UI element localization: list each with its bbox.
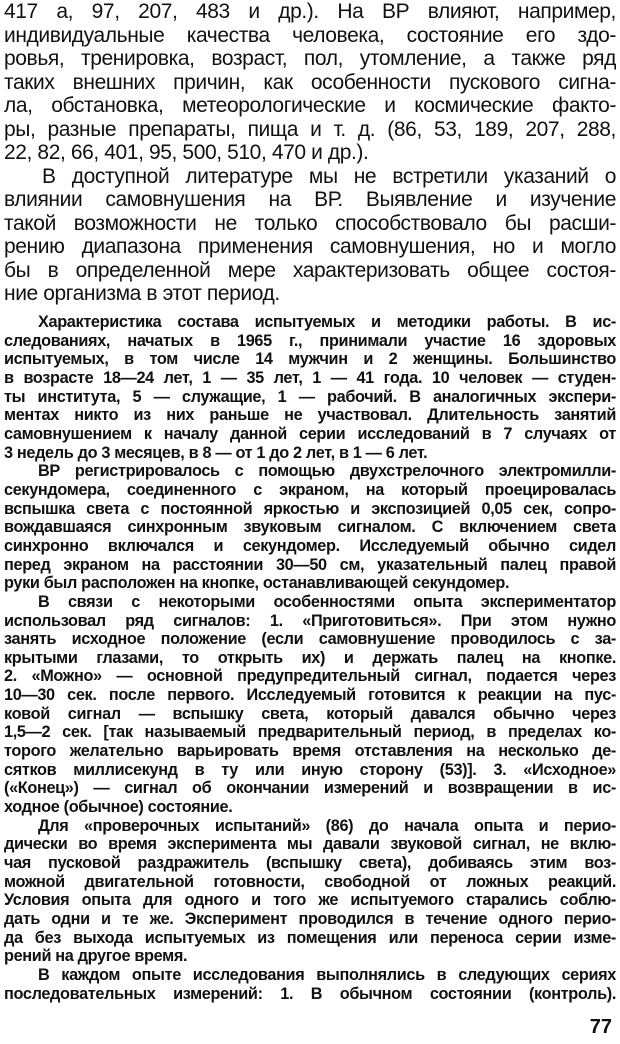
text-line: ходное (обычное) состояние. [4,798,233,817]
paragraph-subjects [4,313,616,462]
text-line: секундомера, соединенного с экраном, на который проецировалась [4,480,616,499]
text-line: вождавшаяся синхронным звуковым сигналом. С включением света [4,518,616,537]
text-line: В связи с некоторыми особенностями опыта экспериментатор [38,592,616,611]
text-line: дически во время эксперимента мы давали звуковой сигнал, не вклю- [4,835,616,854]
text-line: 10—30 сек. после первого. Исследуемый готовится к реакции на пус- [4,686,616,705]
text-line: синхронно включался и секундомер. Исследуемый обычно сидел [4,536,616,555]
paragraph-literature [4,165,616,306]
text-line: сятков миллисекунд в ту или иную сторону (53)]. 3. «Исходное» [4,760,616,779]
text-line: Условия опыта для одного и того же испытуемого старались соблю- [4,891,616,910]
text-line: В каждом опыте исследования выполнялись в следующих сериях [38,965,616,984]
text-line: таких внешних причин, как особенности пускового сигна- [4,70,616,94]
text-line: использовал ряд сигналов: 1. «Приготовиться». При этом нужно [4,611,616,630]
text-line: индивидуальные качества человека, состояние его здо- [4,23,616,47]
paragraph-check-trials [4,817,616,966]
text-fragment: В ис- [549,313,616,331]
text-line: ВР регистрировалось с помощью двухстрелочного электромилли- [38,462,616,481]
text-line: вспышка света с постоянной яркостью и экспозицией 0,05 сек, сопро- [4,499,616,518]
text-line: 417 а, 97, 207, 483 и др.). На ВР влияют, например, [4,0,616,23]
text-line: следованиях, начатых в 1965 г., принимали участие 16 здоровых [4,331,616,350]
text-line: можной двигательной готовности, свободной от ложных реакций. [4,872,616,891]
text-line: рению диапазона применения самовнушения, но и могло [4,235,616,258]
text-line: 1,5—2 сек. [так называемый предварительный период, в пределах ко- [4,723,616,742]
text-line: последовательных измерений: 1. В обычном состоянии (контроль). [4,984,616,1003]
text-line: влиянии самовнушения на ВР. Выявление и изучение [4,188,616,211]
text-line: ние организма в этот период. [4,282,280,305]
text-line: дать одни и те же. Эксперимент проводился в течение одного перио- [4,910,616,928]
text-line: такой возможности не только способствовало бы расши- [4,211,616,235]
text-line: бы в определенной мере характеризовать общее состоя- [4,258,616,282]
text-line: ры, разные препараты, пища и т. д. (86, 53, 189, 207, 288, [4,117,616,141]
text-line: испытуемых, в том числе 14 мужчин и 2 женщины. Большинство [4,350,616,369]
text-line: в возрасте 18—24 лет, 1 — 35 лет, 1 — 41 года. 10 человек — студен- [4,368,616,387]
text-line: занять исходное положение (если самовнушение проводилось с за- [4,630,616,649]
paragraph-series [4,966,616,1003]
text-line: 3 недель до 3 месяцев, в 8 — от 1 до 2 лет, в 1 — 6 лет. [4,443,428,462]
text-line: 2. «Можно» — основной предупредительный сигнал, подается через [4,667,616,686]
paragraph-apparatus [4,462,616,593]
text-line: ровья, тренировка, возраст, пол, утомление, а также ряд [4,47,616,70]
text-line: ментах никто из них раньше не участвовал. Длительность занятий [4,406,616,425]
text-line: крытыми глазами, то открыть их) и держать палец на кнопке. [4,648,616,667]
text-line: да без выхода испытуемых из помещения или переноса серии изме- [4,928,616,947]
page-number: 77 [589,1016,612,1038]
text-line [4,313,616,332]
text-line: ковой сигнал — вспышку света, который давался обычно через [4,704,616,723]
methods-section [4,313,616,1003]
text-line: чая пусковой раздражитель (вспышку света), добиваясь этим воз- [4,854,616,873]
main-text-section [4,0,616,306]
text-line: рений на другое время. [4,947,188,966]
text-line: В доступной литературе мы не встретили указаний о [42,164,616,188]
text-line: («Конец») — сигнал об окончании измерений и возвращении в ис- [4,779,616,798]
text-line: перед экраном на расстоянии 30—50 см, указательный палец правой [4,555,616,574]
text-line: Для «проверочных испытаний» (86) до начала опыта и перио- [38,816,616,835]
paragraph-signals [4,593,616,817]
text-line: торого желательно варьировать время отставления на несколько де- [4,742,616,761]
text-line: ты института, 5 — служащие, 1 — рабочий. В аналогичных экспери- [4,387,616,406]
text-line: ла, обстановка, метеорологические и космические факто- [4,94,616,117]
run-in-heading: Характеристика состава испытуемых и методики работы. [38,313,550,331]
paragraph-references [4,0,616,165]
text-line: 22, 82, 66, 401, 95, 500, 510, 470 и др.). [4,141,369,164]
text-line: руки был расположен на кнопке, останавливающей секундомер. [4,574,510,593]
text-line: самовнушением к началу данной серии исследований в 7 случаях от [4,424,616,443]
